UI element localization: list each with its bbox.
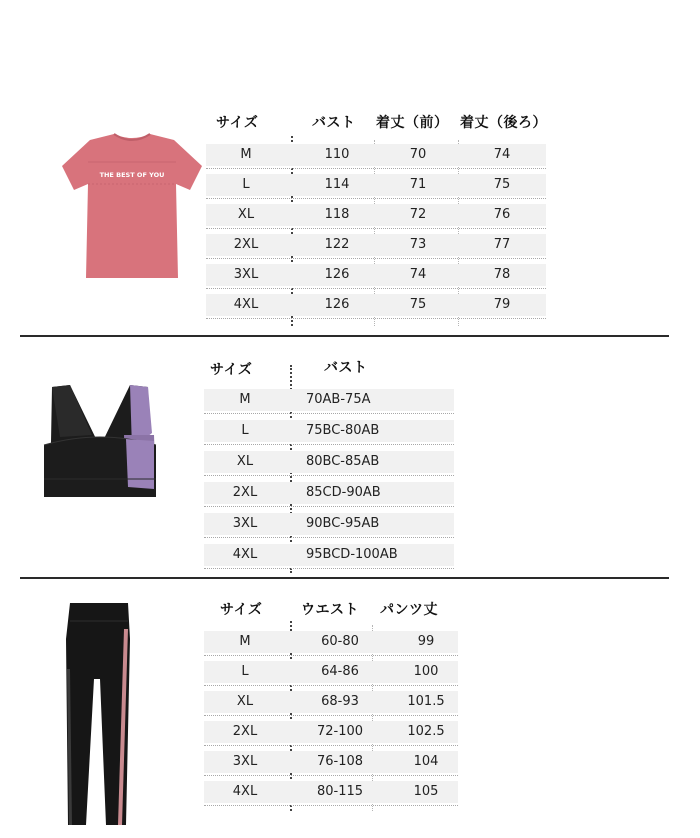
value-cell: 102.5 xyxy=(407,724,445,739)
row-divider xyxy=(204,537,454,538)
value-cell: 77 xyxy=(493,237,511,252)
size-cell: 2XL xyxy=(232,724,258,739)
value-cell: 126 xyxy=(324,267,350,282)
leggings-illustration xyxy=(58,599,138,829)
value-cell: 90BC-95AB xyxy=(306,516,380,531)
header-size: サイズ xyxy=(220,602,263,618)
header-front-length: 着丈（前） xyxy=(376,115,449,131)
size-cell: XL xyxy=(236,694,254,709)
value-cell: 100 xyxy=(413,664,439,679)
size-cell: 2XL xyxy=(233,237,259,252)
header-bust: バスト xyxy=(324,360,368,376)
value-cell: 79 xyxy=(493,297,511,312)
value-cell: 68-93 xyxy=(321,694,359,709)
header-pants-length: パンツ丈 xyxy=(380,602,438,618)
size-cell: L xyxy=(242,177,250,192)
row-divider xyxy=(204,775,458,776)
tshirt-section xyxy=(0,0,700,335)
value-cell: 99 xyxy=(417,634,435,649)
header-back-length: 着丈（後ろ） xyxy=(460,115,547,131)
value-cell: 75BC-80AB xyxy=(306,423,380,438)
row-divider xyxy=(204,506,454,507)
row-divider xyxy=(204,475,454,476)
row-divider xyxy=(204,413,454,414)
size-cell: 3XL xyxy=(232,754,258,769)
row-divider xyxy=(204,568,454,569)
row-divider xyxy=(206,168,546,169)
size-cell: 4XL xyxy=(233,297,259,312)
value-cell: 95BCD-100AB xyxy=(306,547,398,562)
row-divider xyxy=(206,258,546,259)
size-cell: 3XL xyxy=(233,267,259,282)
row-divider xyxy=(204,655,458,656)
tshirt-print: THE BEST OF YOU xyxy=(99,171,165,179)
value-cell: 64-86 xyxy=(321,664,359,679)
sports-bra-illustration xyxy=(30,377,170,517)
value-cell: 72-100 xyxy=(316,724,364,739)
row-divider xyxy=(204,805,458,806)
value-cell: 76-108 xyxy=(316,754,364,769)
value-cell: 73 xyxy=(409,237,427,252)
size-cell: XL xyxy=(236,454,254,469)
tshirt-illustration xyxy=(52,128,212,288)
value-cell: 122 xyxy=(324,237,350,252)
size-cell: L xyxy=(241,664,249,679)
value-cell: 80BC-85AB xyxy=(306,454,380,469)
value-cell: 114 xyxy=(324,177,350,192)
value-cell: 85CD-90AB xyxy=(306,485,381,500)
row-divider xyxy=(204,715,458,716)
row-divider xyxy=(206,318,546,319)
tshirt-size-table xyxy=(200,100,560,330)
value-cell: 75 xyxy=(409,297,427,312)
row-divider xyxy=(206,228,546,229)
value-cell: 72 xyxy=(409,207,427,222)
size-cell: M xyxy=(239,392,251,407)
value-cell: 75 xyxy=(493,177,511,192)
value-cell: 105 xyxy=(413,784,439,799)
leggings-section xyxy=(0,579,700,838)
size-cell: 2XL xyxy=(232,485,258,500)
value-cell: 70 xyxy=(409,147,427,162)
size-cell: XL xyxy=(237,207,255,222)
value-cell: 60-80 xyxy=(321,634,359,649)
value-cell: 80-115 xyxy=(316,784,364,799)
value-cell: 70AB-75A xyxy=(306,392,371,407)
size-cell: 3XL xyxy=(232,516,258,531)
row-divider xyxy=(206,198,546,199)
value-cell: 126 xyxy=(324,297,350,312)
size-cell: 4XL xyxy=(232,784,258,799)
size-cell: 4XL xyxy=(232,547,258,562)
value-cell: 78 xyxy=(493,267,511,282)
bra-size-table xyxy=(200,355,470,580)
value-cell: 74 xyxy=(409,267,427,282)
value-cell: 118 xyxy=(324,207,350,222)
header-size: サイズ xyxy=(210,362,253,378)
value-cell: 71 xyxy=(409,177,427,192)
header-size: サイズ xyxy=(216,115,259,131)
header-waist: ウエスト xyxy=(301,602,359,618)
row-divider xyxy=(204,745,458,746)
value-cell: 76 xyxy=(493,207,511,222)
value-cell: 101.5 xyxy=(407,694,445,709)
size-cell: L xyxy=(241,423,249,438)
row-divider xyxy=(204,444,454,445)
row-divider xyxy=(204,685,458,686)
tshirt-body xyxy=(62,134,202,278)
row-divider xyxy=(206,288,546,289)
leggings-size-table xyxy=(200,591,470,826)
value-cell: 110 xyxy=(324,147,350,162)
header-bust: バスト xyxy=(312,115,356,131)
size-cell: M xyxy=(240,147,252,162)
value-cell: 104 xyxy=(413,754,439,769)
bra-section xyxy=(0,337,700,577)
value-cell: 74 xyxy=(493,147,511,162)
size-cell: M xyxy=(239,634,251,649)
